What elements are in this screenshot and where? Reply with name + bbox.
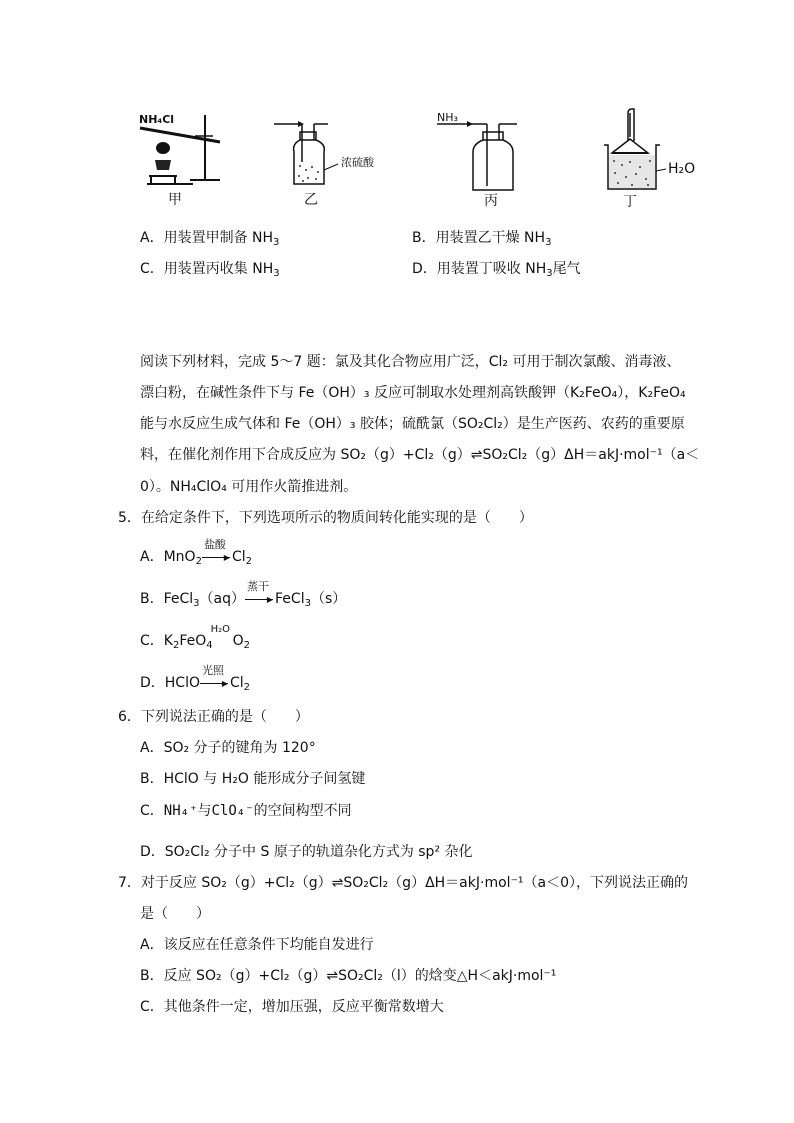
reading-line-5: 0）。NH₄ClO₄ 可用作火箭推进剂。 [140, 479, 358, 495]
q6-option-a[interactable]: A．SO₂ 分子的键角为 120° [140, 740, 316, 756]
q5-c-condition: H₂O [210, 624, 231, 635]
q5-option-b[interactable]: B．FeCl$_3$（aq） 蒸干 ▶ FeCl$_3$（s） [140, 580, 347, 609]
q4-option-b[interactable]: B．用装置乙干燥 $NH_3$ [412, 230, 552, 248]
q5-option-a[interactable]: A．MnO$_2$ 盐酸 ▶ $Cl_2$ [140, 538, 252, 567]
apparatus-jia-label: NH₄Cl [139, 113, 175, 126]
q7-option-b[interactable]: B．反应 SO₂（g）+Cl₂（g）⇌SO₂Cl₂（l）的焓变△H＜akJ·mol⁻¹ [140, 968, 557, 984]
reading-line-1: 阅读下列材料，完成 5～7 题：氯及其化合物应用广泛，Cl₂ 可用于制次氯酸、消毒液、 [140, 354, 681, 370]
ion-perchlorate: ClO₄⁻ [211, 803, 254, 819]
apparatus-bing-label: NH₃ [437, 111, 458, 124]
q7-option-a[interactable]: A．该反应在任意条件下均能自发进行 [140, 937, 374, 953]
q6-option-c[interactable]: C．NH₄⁺与ClO₄⁻的空间构型不同 [140, 803, 352, 819]
apparatus-yi-name: 乙 [304, 192, 318, 208]
reading-line-4: 料，在催化剂作用下合成反应为 SO₂（g）+Cl₂（g）⇌SO₂Cl₂（g）ΔH＝akJ·mol⁻¹（a＜ [140, 447, 700, 463]
q5-d-condition: 光照 [202, 664, 224, 677]
q5-option-c[interactable]: C．$K_2FeO_4$ H₂O $O_2$ [140, 624, 251, 651]
q4-option-a[interactable]: A．用装置甲制备 $NH_3$ [140, 230, 280, 248]
q4-option-d[interactable]: D．用装置丁吸收 $NH_3$尾气 [412, 261, 581, 279]
q4-option-c[interactable]: C．用装置丙收集 $NH_3$ [140, 261, 280, 279]
q5-option-d[interactable]: D．HClO 光照 ▶ $Cl_2$ [140, 664, 251, 693]
q5-a-condition: 盐酸 [203, 538, 226, 551]
q7-stem-line-2: 是（ ） [140, 906, 210, 922]
q6-option-b[interactable]: B．HClO 与 H₂O 能形成分子间氢键 [140, 771, 366, 787]
q5-b-condition: 蒸干 [247, 580, 270, 593]
apparatus-jia-name: 甲 [168, 192, 182, 208]
apparatus-ding-drawing [600, 105, 700, 195]
reading-line-2: 漂白粉，在碱性条件下与 Fe（OH）₃ 反应可制取水处理剂高铁酸钾（K₂FeO₄），K₂FeO₄ [140, 385, 686, 401]
apparatus-yi-label: 浓硫酸 [341, 156, 374, 169]
apparatus-ding-name: 丁 [623, 194, 637, 210]
q5-stem: 5．在给定条件下，下列选项所示的物质间转化能实现的是（ ） [118, 510, 533, 526]
q6-option-d[interactable]: D．SO₂Cl₂ 分子中 S 原子的轨道杂化方式为 sp² 杂化 [140, 844, 473, 860]
q7-option-c[interactable]: C．其他条件一定，增加压强，反应平衡常数增大 [140, 999, 444, 1015]
ion-ammonium: NH₄⁺ [163, 803, 198, 819]
apparatus-bing-name: 丙 [484, 193, 498, 209]
apparatus-ding-label: H₂O [668, 161, 696, 177]
reading-line-3: 能与水反应生成气体和 Fe（OH）₃ 胶体；硫酰氯（SO₂Cl₂）是生产医药、农药的重要原 [140, 416, 685, 432]
apparatus-yi-drawing [272, 112, 362, 192]
q6-stem: 6．下列说法正确的是（ ） [118, 709, 309, 725]
q7-stem-line-1: 7．对于反应 SO₂（g）+Cl₂（g）⇌SO₂Cl₂（g）ΔH＝akJ·mol⁻¹（a＜0），下列说法正确的 [118, 875, 689, 891]
